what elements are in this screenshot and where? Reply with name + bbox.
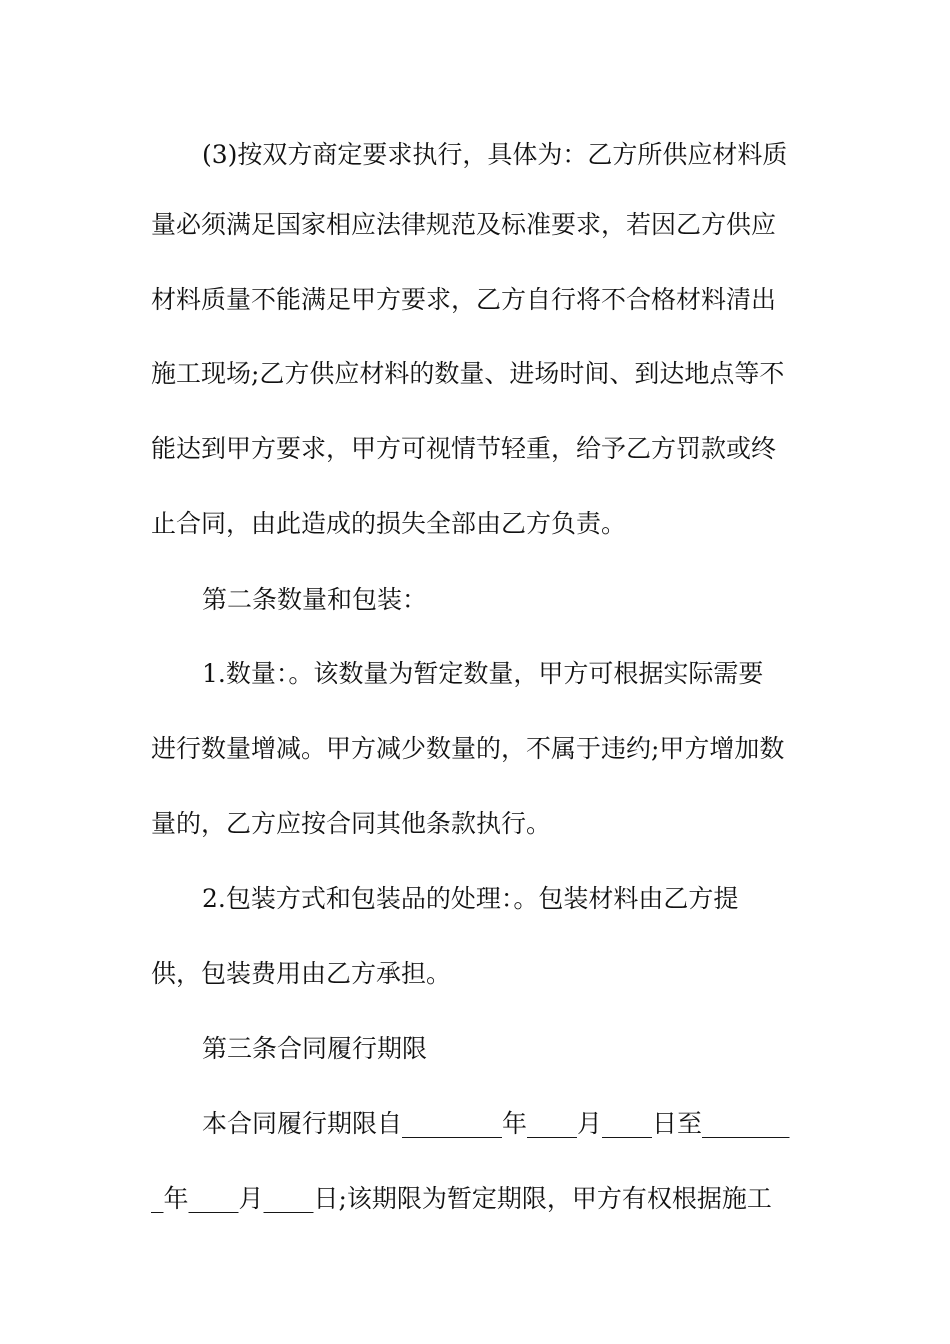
paragraph-line: 量的，乙方应按合同其他条款执行。 (151, 809, 552, 838)
paragraph-line: 2.包装方式和包装品的处理：。包装材料由乙方提 (202, 884, 739, 913)
paragraph-line: 1.数量：。该数量为暂定数量，甲方可根据实际需要 (202, 659, 764, 688)
paragraph-line: 材料质量不能满足甲方要求，乙方自行将不合格材料清出 (151, 285, 777, 314)
section-heading: 第二条数量和包装： (202, 585, 428, 614)
paragraph-line: (3)按双方商定要求执行，具体为：乙方所供应材料质 (202, 140, 788, 169)
paragraph-line: 能达到甲方要求，甲方可视情节轻重，给予乙方罚款或终 (151, 434, 777, 463)
paragraph-line: 止合同，由此造成的损失全部由乙方负责。 (151, 509, 627, 538)
paragraph-line: 本合同履行期限自________年____月____日至_______ (202, 1109, 790, 1138)
paragraph-line: 供，包装费用由乙方承担。 (151, 959, 452, 988)
paragraph-line: 施工现场;乙方供应材料的数量、进场时间、到达地点等不 (151, 359, 785, 388)
section-heading: 第三条合同履行期限 (202, 1034, 428, 1063)
paragraph-line: _年____月____日;该期限为暂定期限，甲方有权根据施工 (151, 1184, 772, 1213)
paragraph-line: 进行数量增减。甲方减少数量的，不属于违约;甲方增加数 (151, 734, 785, 763)
paragraph-line: 量必须满足国家相应法律规范及标准要求，若因乙方供应 (151, 210, 777, 239)
